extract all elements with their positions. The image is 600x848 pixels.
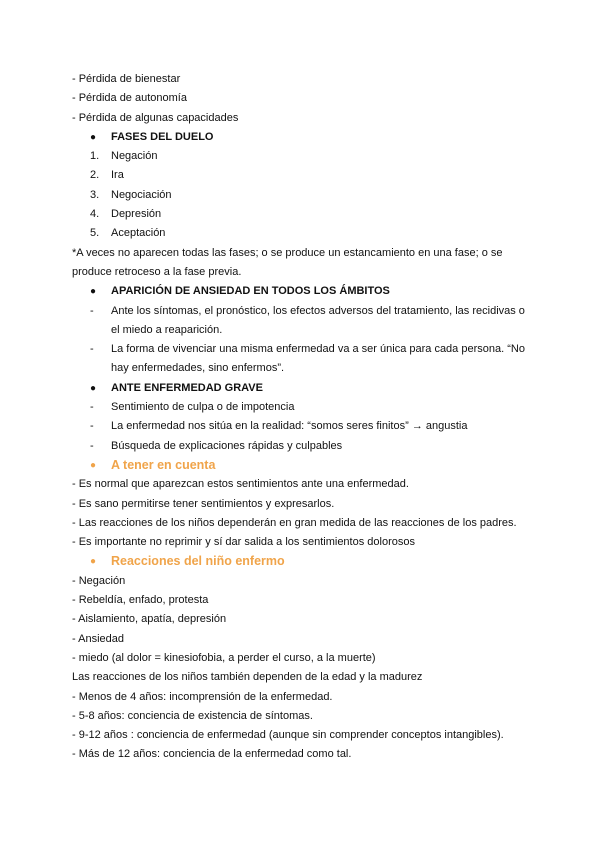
fases-list xyxy=(72,147,540,243)
bullet-icon: ● xyxy=(90,286,97,298)
dash-marker: - xyxy=(90,343,94,356)
bullet-icon: ● xyxy=(90,131,97,143)
list-item xyxy=(72,302,540,341)
item-text: Negociación xyxy=(111,188,172,201)
heading-ansiedad xyxy=(72,282,540,301)
heading-fases-del-duelo xyxy=(72,128,540,147)
intro-list xyxy=(72,70,540,128)
text-line: - Ansiedad xyxy=(72,632,124,645)
item-text: La forma de vivenciar una misma enfermedad va a ser única para cada persona. “No hay enfermedades, sino enfermos”. xyxy=(111,343,525,375)
list-item xyxy=(72,398,540,417)
item-text: Búsqueda de explicaciones rápidas y culpables xyxy=(111,439,343,452)
text-line: - Rebeldía, enfado, protesta xyxy=(72,594,209,607)
text-line: - miedo (al dolor = kinesiofobia, a perder el curso, a la muerte) xyxy=(72,651,376,664)
item-number: 1. xyxy=(90,150,100,163)
text-line: - Menos de 4 años: incomprensión de la enfermedad. xyxy=(72,690,333,703)
ansiedad-list xyxy=(72,302,540,379)
text-line: - Pérdida de bienestar xyxy=(72,73,181,85)
list-item xyxy=(72,224,540,243)
text-line: - Pérdida de autonomía xyxy=(72,92,187,105)
text-line: Las reacciones de los niños también dependen de la edad y la madurez xyxy=(72,671,423,684)
reacciones-list xyxy=(72,572,540,765)
list-item xyxy=(72,437,540,456)
heading-text: APARICIÓN DE ANSIEDAD EN TODOS LOS ÁMBITOS xyxy=(111,285,390,298)
item-text: Aceptación xyxy=(111,227,166,240)
heading-enfermedad-grave xyxy=(72,379,540,398)
heading-text: A tener en cuenta xyxy=(111,457,216,472)
bullet-icon: ● xyxy=(90,556,97,568)
text-line: - Es sano permitirse tener sentimientos y expresarlos. xyxy=(72,497,335,510)
heading-a-tener-en-cuenta xyxy=(72,456,540,475)
list-item xyxy=(72,205,540,224)
text-line: - 9-12 años : conciencia de enfermedad (aunque sin comprender conceptos intangibles). xyxy=(72,729,504,742)
text-line: - Aislamiento, apatía, depresión xyxy=(72,613,227,626)
bullet-icon: ● xyxy=(90,459,97,471)
text-line: - Negación xyxy=(72,574,126,587)
fases-note: *A veces no aparecen todas las fases; o se produce un estancamiento en una fase; o se produce retroceso a la fase previa. xyxy=(72,246,503,278)
heading-text: FASES DEL DUELO xyxy=(111,130,214,143)
list-item xyxy=(72,340,540,379)
item-number: 5. xyxy=(90,227,100,240)
list-item xyxy=(72,186,540,205)
heading-text: Reacciones del niño enfermo xyxy=(111,554,285,569)
dash-marker: - xyxy=(90,304,94,317)
dash-marker: - xyxy=(90,420,94,433)
list-item xyxy=(72,147,540,166)
heading-text: ANTE ENFERMEDAD GRAVE xyxy=(111,381,263,394)
item-text: Ira xyxy=(111,169,124,182)
item-text: Ante los síntomas, el pronóstico, los efectos adversos del tratamiento, las recidivas o el miedo a reaparición. xyxy=(111,304,525,336)
item-text: Depresión xyxy=(111,208,162,221)
bullet-icon: ● xyxy=(90,382,97,394)
item-text: Negación xyxy=(111,150,158,163)
list-item xyxy=(72,417,540,436)
text-line: - 5-8 años: conciencia de existencia de síntomas. xyxy=(72,709,313,722)
item-text: La enfermedad nos sitúa en la realidad: “somos seres finitos” → angustia xyxy=(111,420,468,433)
tener-list xyxy=(72,475,540,552)
item-text: Sentimiento de culpa o de impotencia xyxy=(111,401,295,414)
item-number: 3. xyxy=(90,188,100,201)
text-line: - Es importante no reprimir y sí dar salida a los sentimientos dolorosos xyxy=(72,536,415,549)
item-number: 4. xyxy=(90,208,100,221)
dash-marker: - xyxy=(90,439,94,452)
list-item xyxy=(72,166,540,185)
text-line: - Más de 12 años: conciencia de la enfermedad como tal. xyxy=(72,748,352,761)
text-line: - Las reacciones de los niños dependerán en gran medida de las reacciones de los padres. xyxy=(72,516,517,529)
text-line: - Pérdida de algunas capacidades xyxy=(72,111,239,124)
grave-list xyxy=(72,398,540,456)
text-line: - Es normal que aparezcan estos sentimientos ante una enfermedad. xyxy=(72,478,409,491)
dash-marker: - xyxy=(90,401,94,414)
item-number: 2. xyxy=(90,169,100,182)
heading-reacciones-nino xyxy=(72,552,540,571)
